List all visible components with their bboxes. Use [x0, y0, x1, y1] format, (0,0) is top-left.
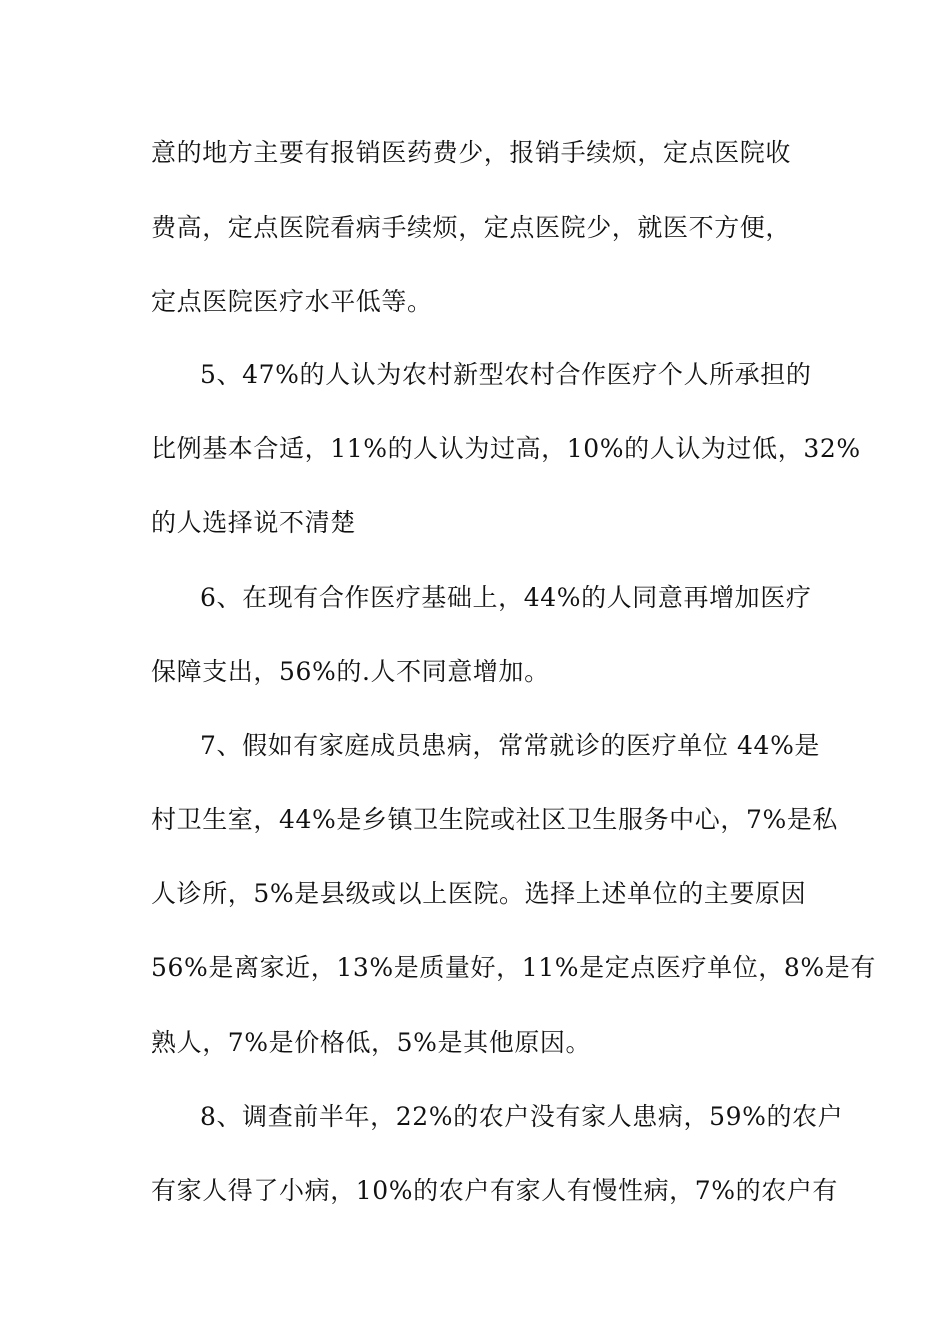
text-line: 费高，定点医院看病手续烦，定点医院少，就医不方便， — [151, 213, 792, 242]
paragraph-5-start: 5、47%的人认为农村新型农村合作医疗个人所承担的 — [200, 360, 812, 389]
text-line: 比例基本合适，11%的人认为过高，10%的人认为过低，32% — [151, 434, 861, 463]
text-line: 人诊所，5%是县级或以上医院。选择上述单位的主要原因 — [151, 879, 807, 908]
paragraph-6-start: 6、在现有合作医疗基础上，44%的人同意再增加医疗 — [200, 583, 812, 612]
text-line: 熟人，7%是价格低，5%是其他原因。 — [151, 1028, 592, 1057]
paragraph-7-start: 7、假如有家庭成员患病，常常就诊的医疗单位 44%是 — [200, 731, 821, 760]
text-line: 村卫生室，44%是乡镇卫生院或社区卫生服务中心，7%是私 — [151, 805, 839, 834]
text-line: 意的地方主要有报销医药费少，报销手续烦，定点医院收 — [151, 138, 792, 167]
text-line: 的人选择说不清楚 — [151, 508, 356, 537]
text-line: 定点医院医疗水平低等。 — [151, 287, 433, 316]
paragraph-8-start: 8、调查前半年，22%的农户没有家人患病，59%的农户 — [200, 1102, 844, 1131]
text-line: 56%是离家近，13%是质量好，11%是定点医疗单位，8%是有 — [151, 953, 876, 982]
text-line: 保障支出，56%的.人不同意增加。 — [151, 657, 550, 686]
text-line: 有家人得了小病，10%的农户有家人有慢性病，7%的农户有 — [151, 1176, 839, 1205]
